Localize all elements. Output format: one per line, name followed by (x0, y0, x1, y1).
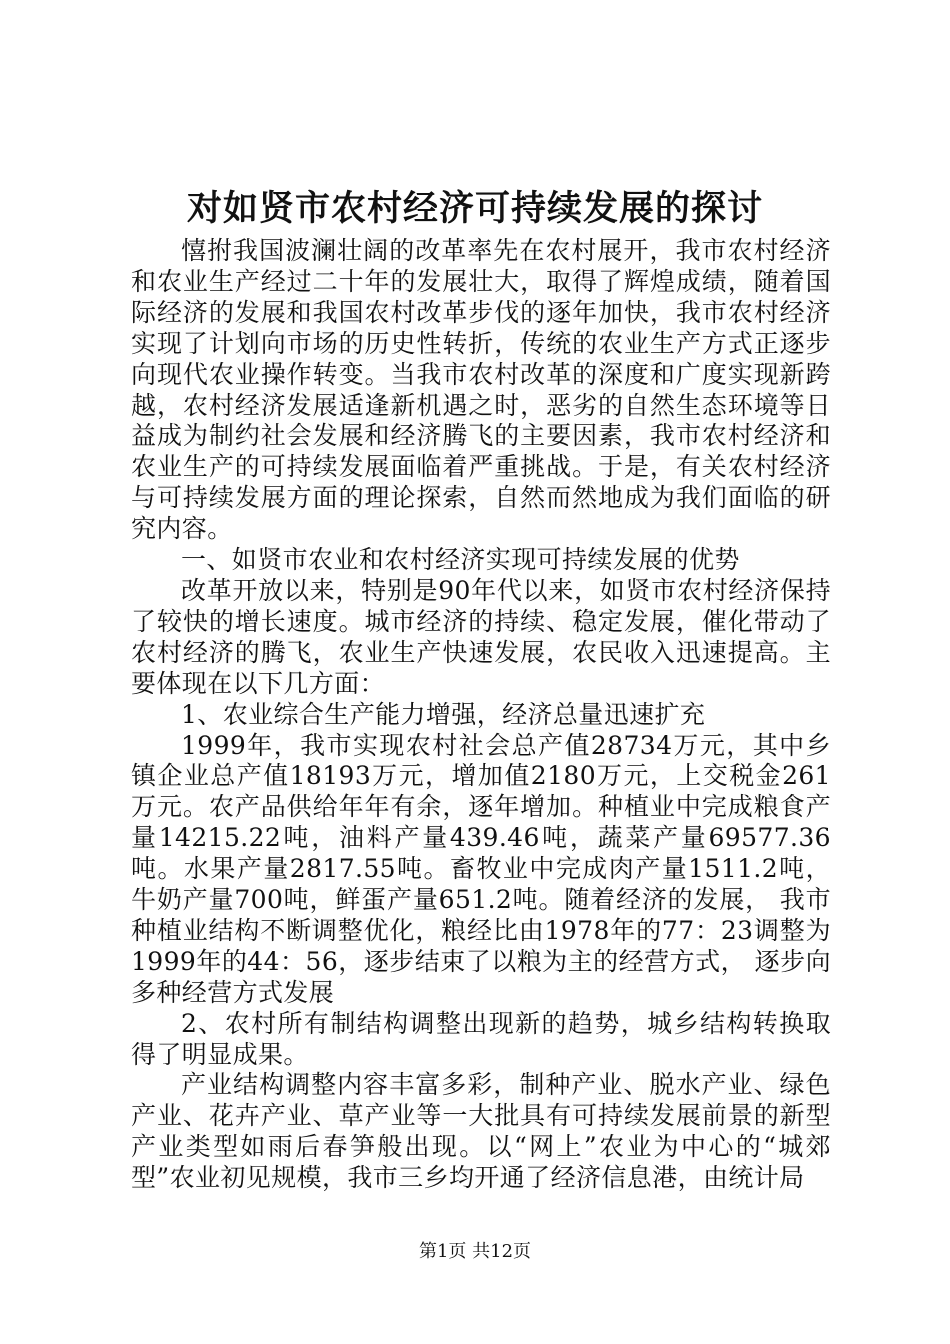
page-footer: 第1页 共12页 (418, 1241, 532, 1262)
intro-paragraph: 憘拊我国波澜壮阔的改革率先在农村展开，我市农村经济和农业生产经过二十年的发展壮大，取得了辉煌成绩，随着国际经济的发展和我国农村改革步伐的逐年加快，我市农村经济实现了计划向市场的历史性转折，传统的农业生产方式正逐步向现代农业操作转变。当我市农村改革的深度和广度实现新跨越，农村经济发展适逢新机遇之时，恶劣的自然生态环境等日益成为制约社会发展和经济腾飞的主要因素，我市农村经济和农业生产的可持续发展面临着严重挑战。于是，有关农村经济与可持续发展方面的理论探索，自然而然地成为我们面临的研究内容。 (131, 236, 831, 544)
section-1-paragraph: 改革开放以来，特别是90年代以来，如贤市农村经济保持了较快的增长速度。城市经济的持续、稳定发展，催化带动了农村经济的腾飞，农业生产快速发展，农民收入迅速提高。主要体现在以下几方面： (131, 575, 831, 698)
statistics-paragraph: 1999年，我市实现农村社会总产值28734万元，其中乡镇企业总产值18193万元，增加值2180万元，上交税金261万元。农产品供给年年有余，逐年增加。种植业中完成粮食产量14215.22吨，油料产量439.46吨，蔬菜产量69577.36吨。水果产量2817.55吨。畜牧业中完成肉产量1511.2吨，牛奶产量700吨，鲜蛋产量651.2吨。随着经济的发展， 我市种植业结构不断调整优化，粮经比由1978年的77：23调整为1999年的44：56，逐步结束了以粮为主的经营方式， 逐步向多种经营方式发展 (131, 730, 831, 1007)
document-title: 对如贤市农村经济可持续发展的探讨 (186, 188, 763, 229)
document-body (131, 236, 831, 1194)
industry-paragraph: 产业结构调整内容丰富多彩，制种产业、脱水产业、绿色产业、花卉产业、草产业等一大批具有可持续发展前景的新型产业类型如雨后春笋般出现。以“网上”农业为中心的“城郊型”农业初见规模，我市三乡均开通了经济信息港，由统计局 (131, 1070, 831, 1193)
section-heading-1: 一、如贤市农业和农村经济实现可持续发展的优势 (181, 545, 740, 575)
subheading-1: 1、农业综合生产能力增强，经济总量迅速扩充 (181, 699, 706, 729)
subheading-2: 2、农村所有制结构调整出现新的趋势，城乡结构转换取得了明显成果。 (131, 1008, 831, 1069)
